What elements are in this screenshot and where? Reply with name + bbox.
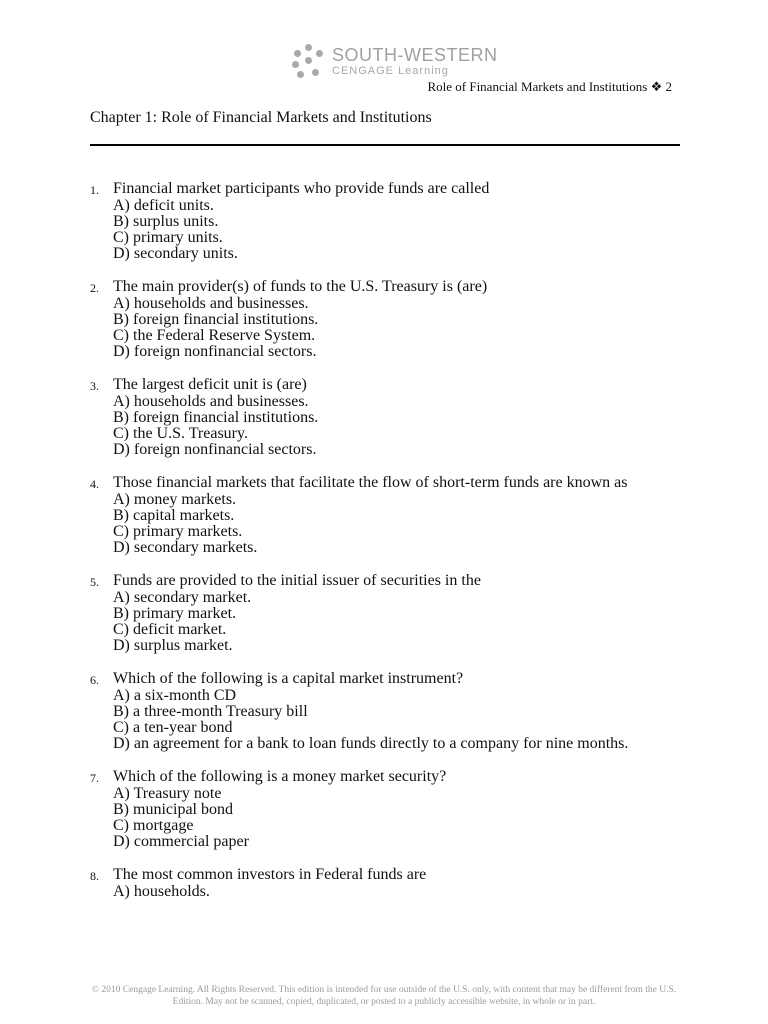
question-item	[90, 768, 690, 850]
question-stem: The most common investors in Federal funds are	[113, 866, 427, 883]
answer-option: D) commercial paper	[113, 833, 249, 850]
question-stem: Those financial markets that facilitate the flow of short-term funds are known as	[113, 474, 628, 491]
question-number: 6.	[90, 673, 99, 687]
answer-option: A) secondary market.	[113, 589, 252, 606]
logo-dots-icon	[292, 44, 326, 78]
answer-option: B) primary market.	[113, 605, 237, 622]
question-stem: The main provider(s) of funds to the U.S. Treasury is (are)	[113, 278, 488, 295]
question-item	[90, 376, 690, 458]
answer-option: D) secondary units.	[113, 245, 238, 262]
answer-option: C) primary markets.	[113, 523, 243, 540]
question-number: 7.	[90, 771, 99, 785]
answer-option: D) foreign nonfinancial sectors.	[113, 343, 317, 360]
answer-option: D) foreign nonfinancial sectors.	[113, 441, 317, 458]
answer-option: C) a ten-year bond	[113, 719, 233, 736]
question-number: 5.	[90, 575, 99, 589]
answer-option: A) a six-month CD	[113, 687, 237, 704]
question-item	[90, 474, 690, 556]
question-stem: Funds are provided to the initial issuer of securities in the	[113, 572, 481, 589]
answer-option: D) surplus market.	[113, 637, 233, 654]
answer-option: A) households and businesses.	[113, 295, 309, 312]
question-item	[90, 670, 690, 752]
copyright-footer: © 2010 Cengage Learning. All Rights Reserved. This edition is intended for use outside of the U.S. only, with content that may be different from the U.S. Edition. May not be scanned, copied, duplicated, or posted to a publicly accessible website, in whole or in part.	[91, 985, 677, 1007]
answer-option: C) deficit market.	[113, 621, 227, 638]
answer-option: B) foreign financial institutions.	[113, 409, 319, 426]
question-item	[90, 572, 690, 654]
answer-option: A) households.	[113, 883, 210, 900]
logo-main-text: SOUTH-WESTERN	[332, 44, 498, 65]
answer-option: B) a three-month Treasury bill	[113, 703, 308, 720]
answer-option: D) secondary markets.	[113, 539, 258, 556]
running-header: Role of Financial Markets and Institutions ❖ 2	[427, 79, 672, 94]
question-number: 2.	[90, 281, 99, 295]
question-item	[90, 278, 690, 360]
answer-option: C) primary units.	[113, 229, 223, 246]
answer-option: A) money markets.	[113, 491, 237, 508]
question-number: 1.	[90, 183, 99, 197]
publisher-logo	[292, 44, 498, 78]
answer-option: A) households and businesses.	[113, 393, 309, 410]
question-stem: Financial market participants who provide funds are called	[113, 180, 490, 197]
answer-option: B) capital markets.	[113, 507, 235, 524]
answer-option: A) Treasury note	[113, 785, 222, 802]
answer-option: C) the Federal Reserve System.	[113, 327, 316, 344]
answer-option: B) foreign financial institutions.	[113, 311, 319, 328]
logo-sub-text: CENGAGE Learning	[332, 64, 449, 77]
answer-option: C) the U.S. Treasury.	[113, 425, 248, 442]
question-stem: Which of the following is a capital market instrument?	[113, 670, 464, 687]
question-number: 4.	[90, 477, 99, 491]
question-stem: Which of the following is a money market security?	[113, 768, 447, 785]
title-divider	[90, 144, 680, 146]
answer-option: C) mortgage	[113, 817, 194, 834]
question-item	[90, 866, 690, 900]
chapter-title: Chapter 1: Role of Financial Markets and Institutions	[90, 109, 432, 126]
answer-option: A) deficit units.	[113, 197, 214, 214]
question-number: 3.	[90, 379, 99, 393]
question-stem: The largest deficit unit is (are)	[113, 376, 307, 393]
answer-option: D) an agreement for a bank to loan funds directly to a company for nine months.	[113, 735, 629, 752]
question-number: 8.	[90, 869, 99, 883]
question-item	[90, 180, 690, 262]
answer-option: B) municipal bond	[113, 801, 233, 818]
question-list	[90, 180, 690, 916]
answer-option: B) surplus units.	[113, 213, 219, 230]
